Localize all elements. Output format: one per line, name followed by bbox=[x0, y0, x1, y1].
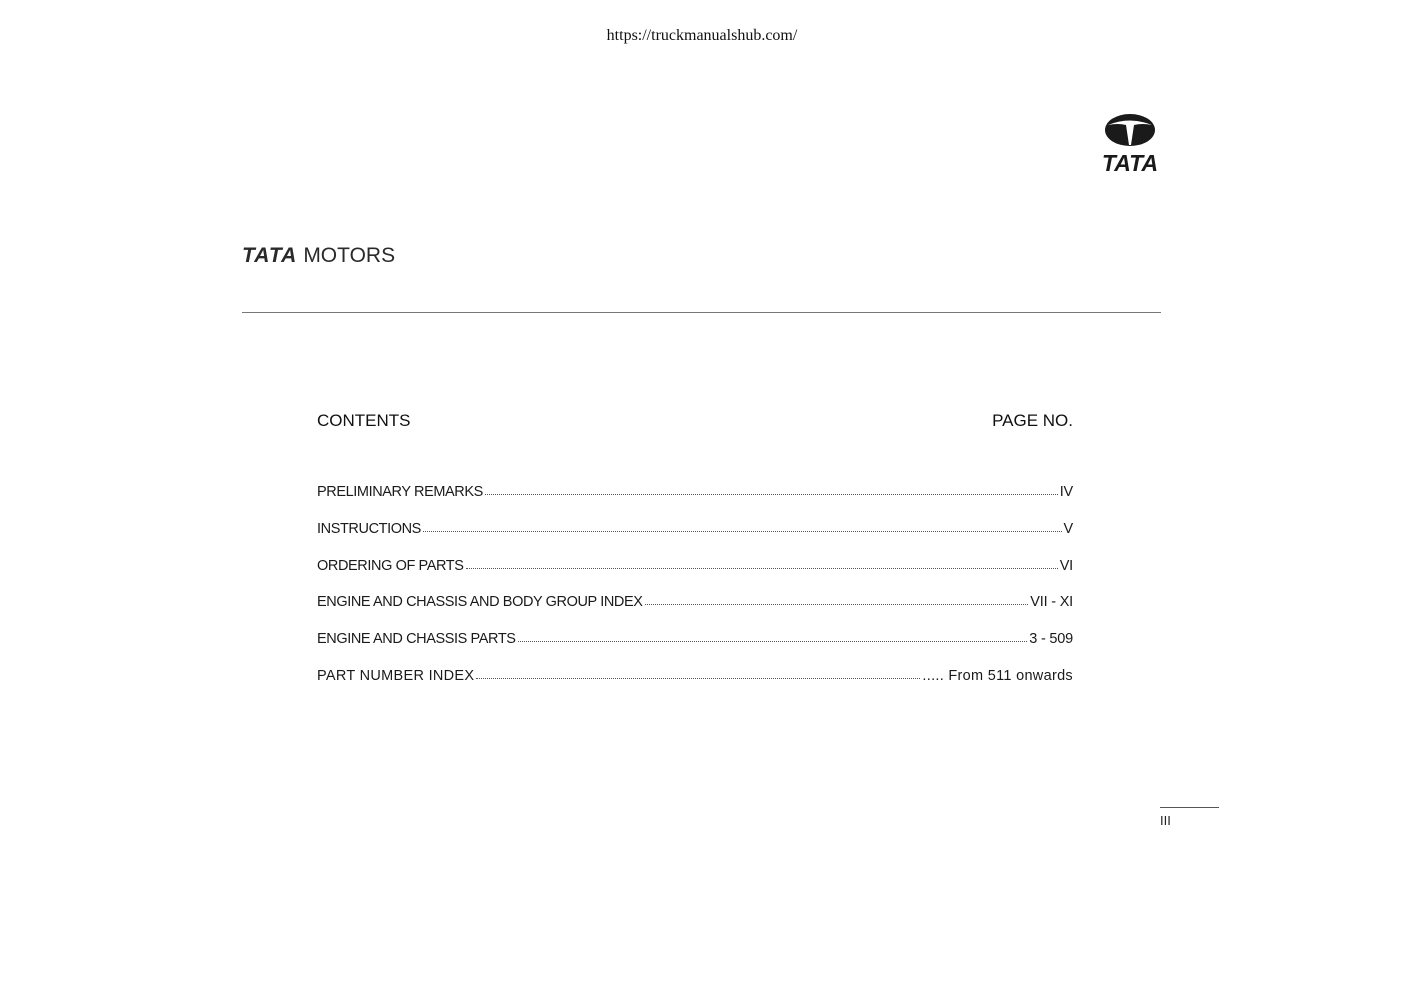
toc-entry[interactable] bbox=[317, 521, 1073, 558]
page-number: III bbox=[1160, 813, 1171, 828]
leader-dots bbox=[476, 678, 920, 679]
toc-entry[interactable] bbox=[317, 668, 1073, 705]
toc-entry-title: PART NUMBER INDEX bbox=[317, 667, 475, 684]
leader-dots bbox=[518, 641, 1028, 642]
toc-entry-title: ORDERING OF PARTS bbox=[317, 557, 464, 574]
brand-name bbox=[242, 244, 395, 268]
logo-wordmark: TATA bbox=[1101, 150, 1159, 176]
toc-entry[interactable] bbox=[317, 594, 1073, 631]
toc-entry-page: V bbox=[1063, 520, 1073, 537]
toc-entry[interactable] bbox=[317, 484, 1073, 521]
folio-divider bbox=[1160, 807, 1219, 808]
contents-heading: CONTENTS bbox=[317, 411, 411, 430]
toc-entry-page: ..... From 511 onwards bbox=[922, 667, 1073, 684]
leader-dots bbox=[466, 568, 1058, 569]
leader-dots bbox=[485, 494, 1058, 495]
toc-entry-page: 3 - 509 bbox=[1029, 631, 1073, 648]
leader-dots bbox=[423, 531, 1062, 532]
toc-entry[interactable] bbox=[317, 631, 1073, 668]
table-of-contents bbox=[317, 484, 1073, 705]
toc-entry[interactable] bbox=[317, 558, 1073, 595]
brand-name-regular: MOTORS bbox=[303, 244, 396, 267]
source-url[interactable]: https://truckmanualshub.com/ bbox=[606, 27, 798, 44]
tata-emblem-icon bbox=[1094, 112, 1166, 176]
brand-name-bold: TATA bbox=[242, 244, 298, 267]
toc-entry-page: IV bbox=[1059, 484, 1073, 500]
toc-entry-title: PRELIMINARY REMARKS bbox=[317, 484, 483, 500]
toc-entry-page: VII - XI bbox=[1030, 594, 1073, 611]
toc-entry-title: INSTRUCTIONS bbox=[317, 520, 421, 537]
leader-dots bbox=[645, 604, 1029, 605]
page-number-heading: PAGE NO. bbox=[992, 411, 1073, 430]
header-divider bbox=[242, 312, 1161, 313]
toc-entry-title: ENGINE AND CHASSIS AND BODY GROUP INDEX bbox=[317, 594, 643, 611]
toc-entry-title: ENGINE AND CHASSIS PARTS bbox=[317, 631, 516, 648]
toc-entry-page: VI bbox=[1059, 557, 1073, 574]
